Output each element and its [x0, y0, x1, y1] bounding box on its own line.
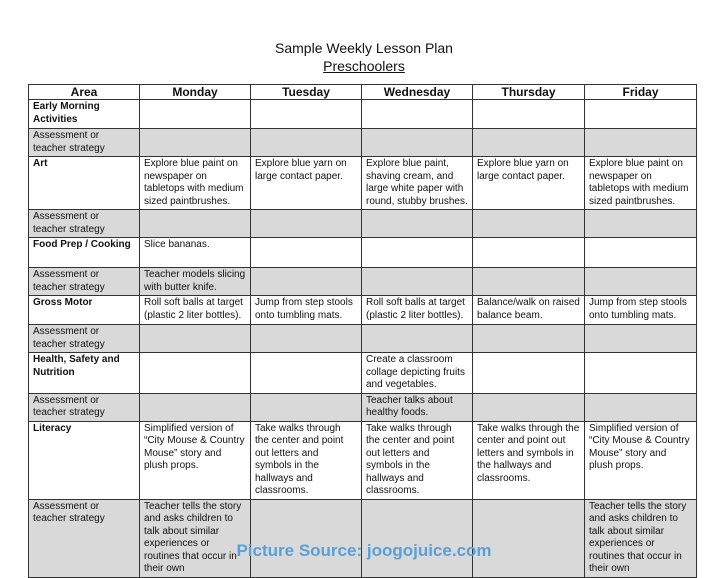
header-friday: Friday — [585, 85, 697, 100]
table-row — [29, 499, 697, 577]
plan-cell — [473, 268, 585, 296]
table-row — [29, 210, 697, 238]
plan-cell: Slice bananas. — [140, 238, 251, 268]
plan-cell — [140, 210, 251, 238]
assessment-label: Assessment or teacher strategy — [29, 393, 140, 421]
plan-cell — [362, 129, 473, 157]
plan-cell — [585, 268, 697, 296]
plan-cell — [473, 129, 585, 157]
plan-cell — [585, 325, 697, 353]
header-wednesday: Wednesday — [362, 85, 473, 100]
plan-cell: Teacher models slicing with butter knife. — [140, 268, 251, 296]
plan-cell — [473, 325, 585, 353]
table-row — [29, 238, 697, 268]
plan-cell: Create a classroom collage depicting fruits and vegetables. — [362, 353, 473, 394]
plan-cell: Explore blue paint, shaving cream, and large white paper with round, stubby brushes. — [362, 157, 473, 210]
plan-cell: Roll soft balls at target (plastic 2 liter bottles). — [362, 296, 473, 325]
plan-cell — [140, 393, 251, 421]
plan-cell: Take walks through the center and point out letters and symbols in the hallways and classrooms. — [473, 421, 585, 499]
plan-cell — [473, 100, 585, 129]
plan-cell: Jump from step stools onto tumbling mats. — [585, 296, 697, 325]
plan-cell — [251, 499, 362, 577]
plan-cell: Teacher tells the story and asks children to talk about similar experiences or routines that occur in their own — [585, 499, 697, 577]
table-row — [29, 268, 697, 296]
assessment-label: Assessment or teacher strategy — [29, 325, 140, 353]
picture-source-caption: Picture Source: joogojuice.com — [236, 541, 492, 560]
plan-cell — [585, 353, 697, 394]
table-row — [29, 129, 697, 157]
assessment-label: Assessment or teacher strategy — [29, 268, 140, 296]
plan-cell — [473, 499, 585, 577]
plan-cell — [251, 353, 362, 394]
plan-cell — [473, 393, 585, 421]
plan-cell — [140, 129, 251, 157]
plan-cell — [140, 353, 251, 394]
plan-cell: Take walks through the center and point out letters and symbols in the hallways and classrooms. — [362, 421, 473, 499]
table-row — [29, 353, 697, 394]
area-cell: Early Morning Activities — [29, 100, 140, 129]
plan-cell — [251, 238, 362, 268]
header-tuesday: Tuesday — [251, 85, 362, 100]
table-row — [29, 157, 697, 210]
header-monday: Monday — [140, 85, 251, 100]
table-row — [29, 296, 697, 325]
plan-cell: Take walks through the center and point out letters and symbols in the hallways and classrooms. — [251, 421, 362, 499]
plan-cell — [140, 325, 251, 353]
plan-cell — [251, 268, 362, 296]
header-area: Area — [29, 85, 140, 100]
page-title: Sample Weekly Lesson Plan — [275, 40, 453, 56]
area-cell: Food Prep / Cooking — [29, 238, 140, 268]
table-row — [29, 421, 697, 499]
plan-cell — [473, 210, 585, 238]
plan-cell: Explore blue paint on newspaper on tabletops with medium sized paintbrushes. — [585, 157, 697, 210]
plan-cell — [362, 210, 473, 238]
table-row — [29, 393, 697, 421]
plan-cell — [362, 325, 473, 353]
plan-cell — [251, 325, 362, 353]
plan-cell: Simplified version of “City Mouse & Country Mouse” story and plush props. — [585, 421, 697, 499]
plan-cell: Roll soft balls at target (plastic 2 liter bottles). — [140, 296, 251, 325]
plan-cell — [585, 393, 697, 421]
plan-cell: Explore blue yarn on large contact paper. — [251, 157, 362, 210]
plan-cell — [585, 210, 697, 238]
plan-cell — [362, 499, 473, 577]
plan-cell: Simplified version of “City Mouse & Country Mouse” story and plush props. — [140, 421, 251, 499]
header-thursday: Thursday — [473, 85, 585, 100]
plan-cell — [585, 129, 697, 157]
area-cell: Health, Safety and Nutrition — [29, 353, 140, 394]
area-cell: Gross Motor — [29, 296, 140, 325]
area-cell: Literacy — [29, 421, 140, 499]
plan-cell — [362, 238, 473, 268]
plan-cell: Explore blue paint on newspaper on tabletops with medium sized paintbrushes. — [140, 157, 251, 210]
plan-cell — [251, 393, 362, 421]
plan-cell: Explore blue yarn on large contact paper. — [473, 157, 585, 210]
assessment-label: Assessment or teacher strategy — [29, 499, 140, 577]
assessment-label: Assessment or teacher strategy — [29, 210, 140, 238]
plan-cell: Balance/walk on raised balance beam. — [473, 296, 585, 325]
table-row — [29, 100, 697, 129]
header-row — [29, 85, 697, 100]
plan-cell — [585, 100, 697, 129]
plan-cell — [473, 353, 585, 394]
area-cell: Art — [29, 157, 140, 210]
table-row — [29, 325, 697, 353]
plan-cell — [585, 238, 697, 268]
plan-cell: Teacher talks about healthy foods. — [362, 393, 473, 421]
page-subtitle: Preschoolers — [323, 58, 405, 74]
assessment-label: Assessment or teacher strategy — [29, 129, 140, 157]
lesson-plan-table — [28, 84, 697, 578]
plan-cell — [251, 210, 362, 238]
plan-cell — [251, 100, 362, 129]
plan-cell — [362, 100, 473, 129]
plan-cell — [362, 268, 473, 296]
plan-cell: Teacher tells the story and asks children to talk about similar experiences or routines that occur in their own — [140, 499, 251, 577]
plan-cell: Jump from step stools onto tumbling mats. — [251, 296, 362, 325]
plan-cell — [473, 238, 585, 268]
plan-cell — [140, 100, 251, 129]
plan-cell — [251, 129, 362, 157]
